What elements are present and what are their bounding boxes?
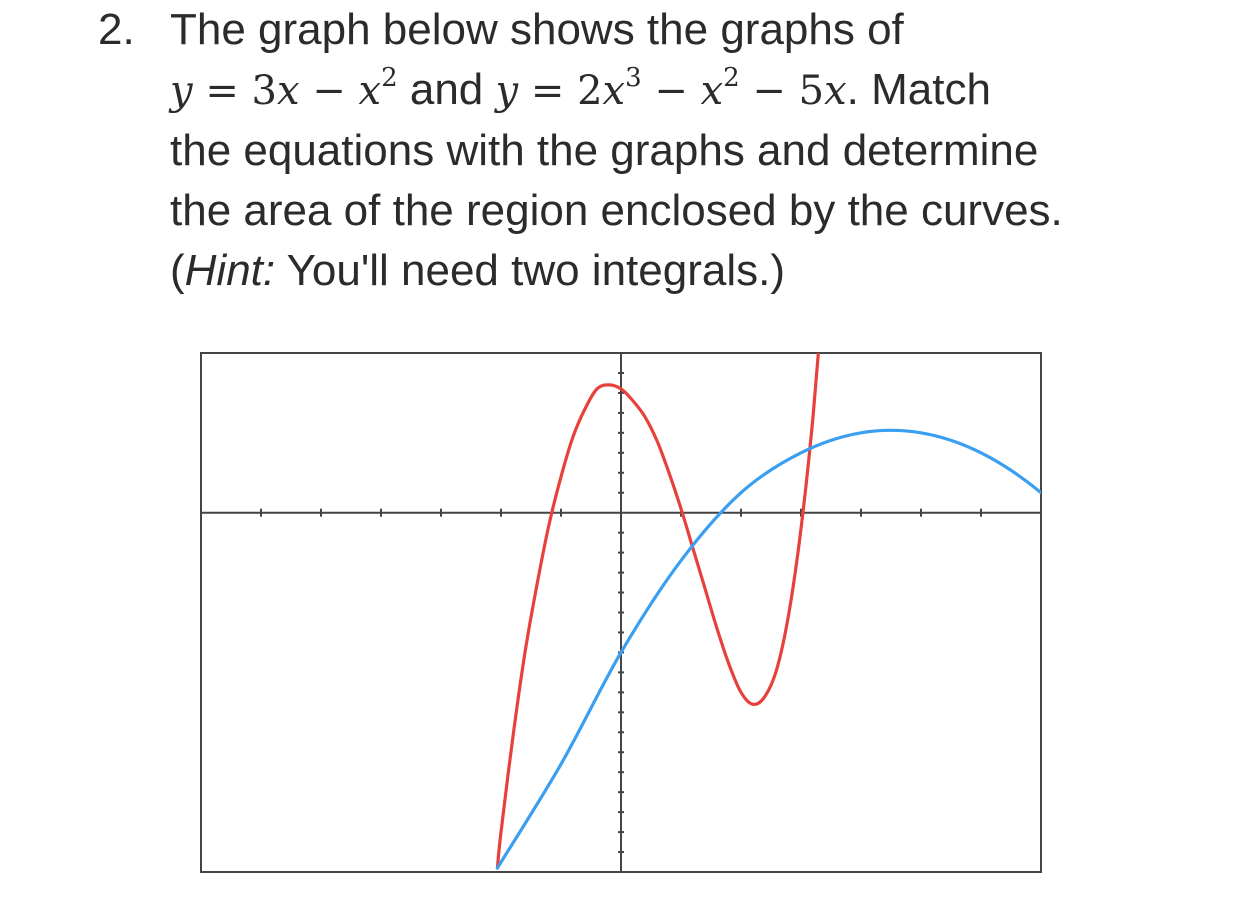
problem-text [170,0,1230,301]
problem-line-4: the area of the region enclosed by the curves. [170,186,1063,235]
eq2-x2: x [700,68,724,114]
hint-label: Hint: [184,246,276,295]
problem-number: 2. [98,5,135,54]
equation-2 [495,63,847,114]
graph-figure [198,350,1044,875]
eq2-eqsign: = 2 [518,68,603,114]
eq1-minus: − [299,68,359,114]
problem-line-1: The graph below shows the graphs of [170,5,904,54]
problem-line-3: the equations with the graphs and determine [170,126,1039,175]
after-equation-text: . Match [846,65,991,114]
eq1-x1: x [277,68,300,114]
eq2-x1: x [602,68,626,114]
eq2-exp1: 3 [625,63,642,93]
and-text: and [397,65,496,114]
eq2-minus1: − [641,68,701,114]
equation-1 [170,63,398,114]
eq2-minus2: − 5 [739,68,825,114]
eq2-x3: x [824,68,847,114]
eq1-y: y [170,68,193,114]
eq1-exp: 2 [381,63,398,93]
eq1-eqsign: = 3 [192,68,278,114]
problem-line-5 [170,241,1230,301]
eq2-exp2: 2 [723,63,740,93]
problem-line-2 [170,60,1230,121]
hint-text: You'll need two integrals.) [275,246,785,295]
eq2-y: y [495,68,519,114]
hint-open-paren: ( [170,246,185,295]
eq1-x2: x [358,68,382,114]
function-graph [198,350,1044,875]
